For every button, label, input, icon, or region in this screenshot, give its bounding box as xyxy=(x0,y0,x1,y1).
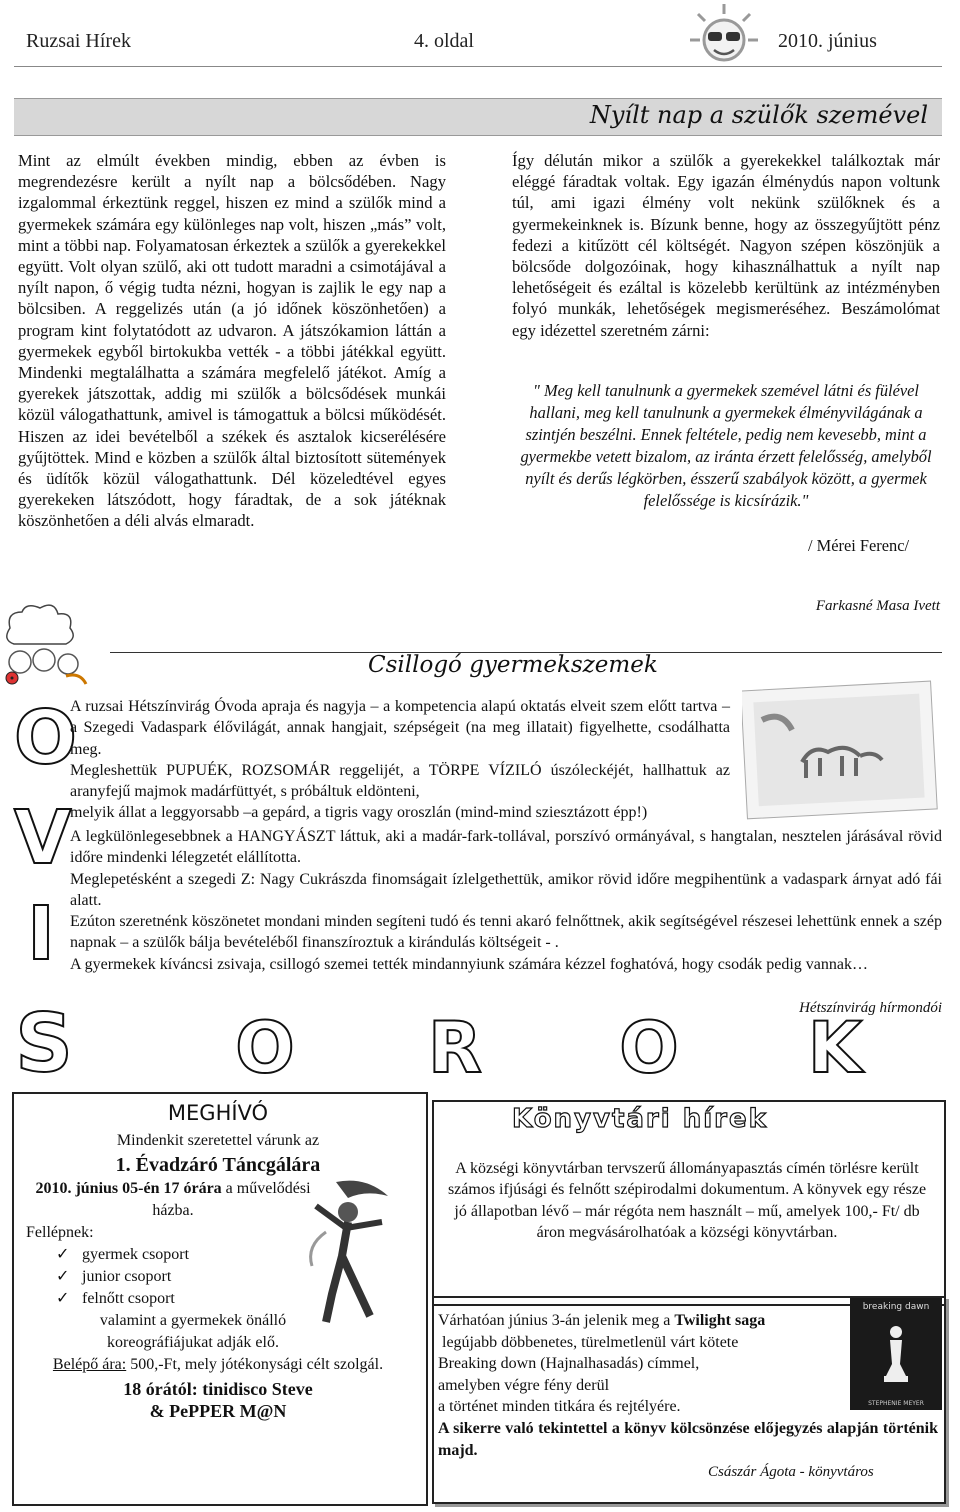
article1-paragraph: Így délután mikor a szülők a gyerekekkel találkoztak már eléggé fáradtak voltak. Egy igazán élménydús napon voltunk túl, ami igazi élmény volt nekünk szülőknek és a gyermekeinknek is. Bízunk benne, hogy az összegyűjtött pénz fedezi a kitűzött cél költségét. Nagyon szépen köszönjük a bölcsőde dolgozóinak, hogy kihasználhattuk a nyílt nap lehetőségeit és ezáltal is közelebb kerültünk az intézményben folyó munkák, lehetőségek megismeréséhez. Beszámolómat egy idézettel szeretném zárni: xyxy=(512,151,940,340)
children-cartoon-icon xyxy=(0,598,92,690)
article2-paragraph: melyik állat a leggyorsabb –a gepárd, a tigris vagy oroszlán (mind-mind sziesztázott épp!) xyxy=(70,804,648,822)
article2-wide-text xyxy=(70,826,942,975)
checkmark-icon: ✓ xyxy=(56,1290,70,1307)
library-title: Könyvtári hírek xyxy=(512,1104,768,1134)
article1-right-column xyxy=(512,150,940,341)
article2-title: Csillogó gyermekszemek xyxy=(368,652,658,678)
ovis-letter-i: I xyxy=(27,891,55,977)
dancer-image xyxy=(296,1176,400,1326)
ovis-letter-v: V xyxy=(14,795,72,881)
checkmark-icon: ✓ xyxy=(56,1246,70,1263)
library-text: A községi könyvtárban tervszerű állományapasztás címén törlésre került számos ifjúsági és felnőtt szépirodalmi dokumentum. A könyvek egy része jó állapotban lévő – már régóta nem használt – mű, amelyek 100,- Ft/ db áron megvásárolhatóak a községi könyvtárban. xyxy=(447,1160,927,1242)
header-divider xyxy=(14,66,942,67)
disco-line-1: 18 órától: tinidisco Steve xyxy=(123,1379,313,1399)
performers-extra: valamint a gyermekek önálló koreográfiájukat adják elő. xyxy=(99,1312,287,1351)
quote-author: / Mérei Ferenc/ xyxy=(808,536,910,555)
invitation-intro: Mindenkit szeretettel várunk az xyxy=(116,1132,320,1149)
twilight-line: amelyben végre fény derül xyxy=(438,1376,610,1394)
sun-sunglasses-icon xyxy=(686,0,762,76)
chess-piece-icon xyxy=(880,1324,912,1386)
issue-date: 2010. június xyxy=(778,30,877,52)
article-title-banner xyxy=(14,98,942,136)
twilight-line: Várhatóan június 3-án jelenik meg a Twilight saga xyxy=(438,1312,766,1329)
article2-paragraph: A legkülönlegesebbnek a HANGYÁSZT láttuk, aki a madár-fark-tollával, porszívó ormányával, s hangtalan, nesztelen járásával rövid időre mindenki lélegzetét elállította. xyxy=(70,828,942,867)
article2-narrow-text xyxy=(70,696,730,824)
quote: " Meg kell tanulnunk a gyermekek szemével látni és fülével hallani, meg kell tanulnunk a gyermekek élményvilágának a szintjén beszélni. Ennek feltétele, pedig nem kevesebb, mint a gyermekbe vetett bizalom, az iránta érzett felelősség, amelyből nyílt és derűs légkörben, ésszerű szabályok között, a gyermek felelőssége is kicsírázik." xyxy=(520,381,932,510)
twilight-text xyxy=(438,1310,840,1418)
book-cover-author: STEPHENIE MEYER xyxy=(868,1400,924,1407)
article2-paragraph: A ruzsai Hétszínvirág Óvoda apraja és nagyja – a kompetencia alapú oktatás elveit szem előtt tartva – a Szegedi Vadaspark élővilágát, annak hangjait, szépségeit (na meg illatait) figyelhette, csodálhatta meg. xyxy=(70,698,730,758)
publication-name: Ruzsai Hírek xyxy=(26,30,131,52)
library-signature: Császár Ágota - könyvtáros xyxy=(708,1464,874,1480)
orok-letter-o-2: O xyxy=(619,1007,679,1089)
book-cover-image xyxy=(850,1298,942,1410)
twilight-line: legújabb döbbenetes, türelmetlenül várt kötete xyxy=(442,1333,739,1351)
performers-label: Fellépnek: xyxy=(26,1224,94,1241)
article2-signature: Hétszínvirág hírmondói xyxy=(799,1000,942,1016)
twilight-line: Breaking down (Hajnalhasadás) címmel, xyxy=(438,1355,700,1373)
orok-letter-k: K xyxy=(807,1007,863,1089)
list-item: ✓ junior csoport xyxy=(56,1266,422,1288)
list-item: ✓ felnőtt csoport xyxy=(56,1288,422,1310)
twilight-line: a történet minden titkára és rejtélyére. xyxy=(438,1398,681,1416)
orok-letter-o: O xyxy=(235,1007,295,1089)
child-drawing-image xyxy=(742,680,942,820)
article2-paragraph: Megleshettük PUPUÉK, ROZSOMÁR reggelijét, a TÖRPE VÍZILÓ úszóleckéjét, hallhattuk az aranyfejű majmok madárfüttyét, s próbáltuk eldönteni, xyxy=(70,761,730,801)
checkmark-icon: ✓ xyxy=(56,1268,70,1285)
article2-paragraph: A gyermekek kíváncsi zsivaja, csillogó szemei tették mindannyiunk számára kézzel foghatóvá, hogy csodák pedig vannak… xyxy=(70,955,868,973)
event-name: 1. Évadzáró Táncgálára xyxy=(115,1154,321,1176)
article1-left-column xyxy=(18,150,446,532)
article2-paragraph: Ezúton szeretnénk köszönetet mondani minden segíteni tudó és tenni akaró felnőttnek, akik segítségével részesei lehettünk ennek a szép napnak – a szülők bálja bevételéből finanszíroztuk a kirándulás költségeit - . xyxy=(70,913,942,952)
book-cover-title: breaking dawn xyxy=(862,1302,930,1312)
entry-fee: Belépő ára: 500,-Ft, mely jótékonysági célt szolgál. xyxy=(52,1356,384,1373)
article1-paragraph: Mint az elmúlt években mindig, ebben az évben is megrendezésre került a nyílt nap a bölcsődében. Nagy izgalommal érkeztünk reggel, hiszen ez mind a szülők mind a gyermekek számára egy különleges nap volt, hiszen „más” volt, mint a többi nap. Folyamatosan érkeztek a szülők a gyerekekkel együtt. Volt olyan szülő, aki ott tudott maradni a csimotájával a nyílt napon, ő végig tudta nézni, hogyan is zajlik le egy nap a bölcsiben. A reggelizés után (a jó időnek köszönhetően) a program kint folytatódott az udvaron. A játszókamion láttán a gyermekek egyből birtokukba vették - a többi játékkal együtt. Mindenki megtalálhatta a számára megfelelő játékot. Amíg a gyerekek játszottak, addig mi szülők a bölcsődések munkái közül válogathattunk, amivel is támogattuk a bölcsi működését. Hiszen az idei bevételből a székek és asztalok kicserélésére gyűjtöttek. Mind e közben a szülők által biztosított sütemények és üdítők közül válogathattunk. Dél közeledtével egyes gyerekeken látszódott, hogy fáradtak, de a sok játéknak köszönhetően a déli alvás elmaradt. xyxy=(18,151,446,531)
ovis-letter-s: S xyxy=(15,997,73,1090)
disco-line-2: & PePPER M@N xyxy=(149,1401,287,1421)
article1-signature: Farkasné Masa Ivett xyxy=(815,598,940,614)
reservation-note: A sikerre való tekintettel a könyv kölcsönzése előjegyzés alapján történik majd. xyxy=(438,1420,938,1459)
article-title: Nyílt nap a szülők szemével xyxy=(589,101,928,129)
page-number: 4. oldal xyxy=(414,30,474,52)
ovis-letter-o: O xyxy=(14,695,77,781)
invitation-title: MEGHÍVÓ xyxy=(167,1101,269,1125)
event-when: 2010. június 05-én 17 órára a művelődési házba. xyxy=(35,1180,311,1219)
orok-letter-r: R xyxy=(428,1007,482,1089)
list-item: ✓ gyermek csoport xyxy=(56,1244,422,1266)
article2-paragraph: Meglepetésként a szegedi Z: Nagy Cukrászda finomságait ízlelgethettük, amikor rövid időre megpihentünk a vadaspark árnyat adó fái alatt. xyxy=(70,870,942,909)
